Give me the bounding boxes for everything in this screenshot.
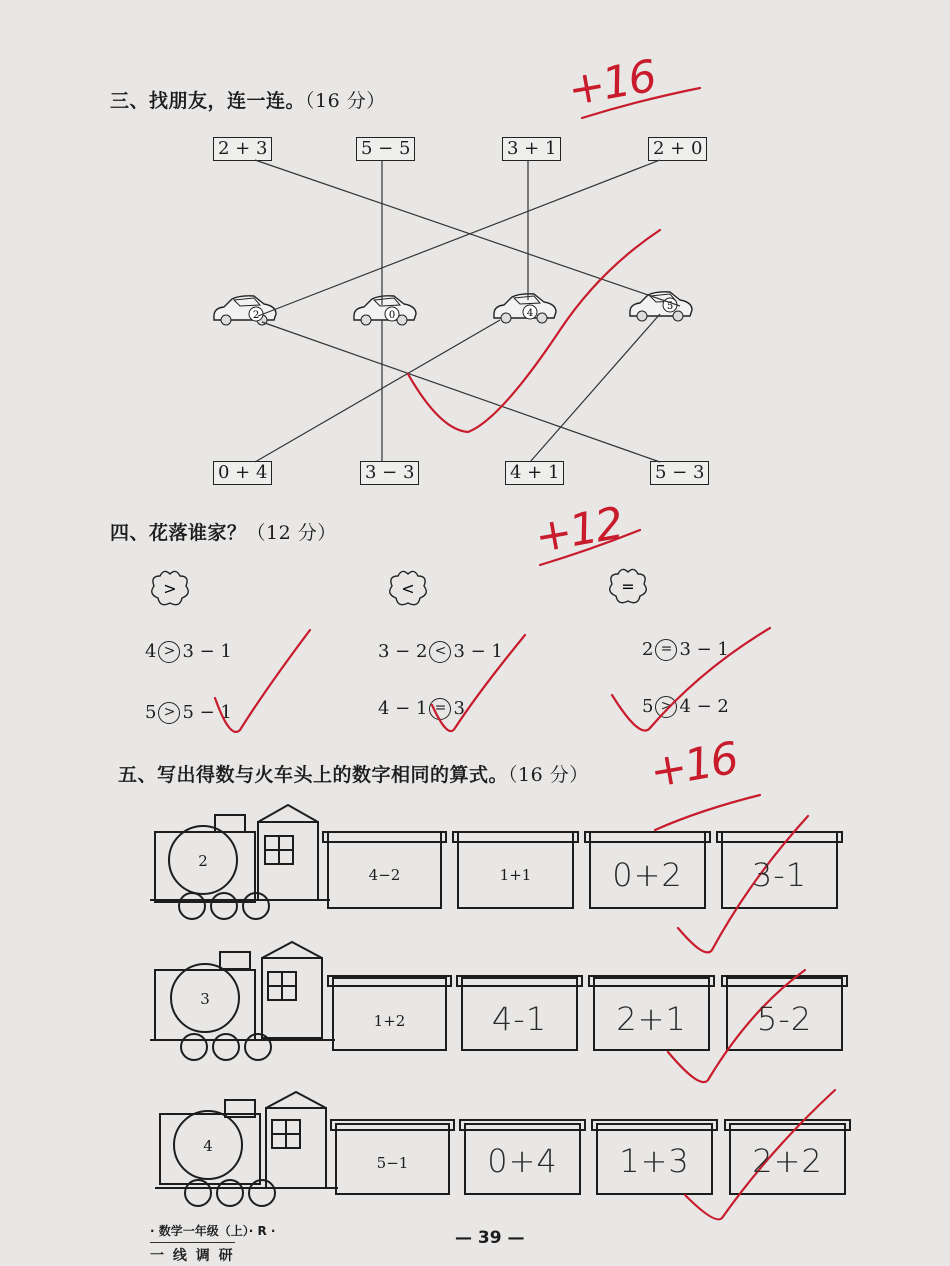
footer-publisher: 一 线 调 研 [150, 1242, 235, 1265]
train-2-car-4[interactable]: 5-2 [756, 1000, 813, 1038]
compare-circle-3[interactable]: = [655, 639, 677, 661]
bottom-box-3: 4 + 1 [505, 461, 564, 485]
train-2-car-3[interactable]: 2+1 [616, 1000, 687, 1038]
train-2-car-2[interactable]: 4-1 [491, 1000, 548, 1038]
comparison-5: 4 − 1 = 3 [378, 698, 465, 719]
train-2-engine-number: 3 [200, 990, 210, 1008]
train-3-car-4[interactable]: 2+2 [752, 1142, 823, 1180]
car-number-2: 0 [388, 310, 396, 321]
car-number-4: 5 [666, 301, 674, 312]
comparison-2: 3 − 2 < 3 − 1 [378, 641, 503, 662]
flower-symbol-3: = [621, 577, 635, 596]
train-1-car-1: 4−2 [368, 866, 401, 884]
section5-title: 五、写出得数与火车头上的数字相同的算式。 [118, 764, 509, 786]
score-mark-section5: +16 [646, 732, 741, 799]
section5-points: （16 分） [508, 764, 589, 786]
compare-circle-5[interactable]: = [429, 698, 451, 720]
compare-circle-6[interactable]: > [655, 696, 677, 718]
train-3-engine-number: 4 [203, 1137, 213, 1155]
score-mark-section3: +16 [564, 50, 659, 117]
train-3-car-1: 5−1 [376, 1154, 409, 1172]
comparison-3: 2 = 3 − 1 [642, 639, 729, 660]
score-mark-section4: +12 [531, 497, 626, 564]
section4-title: 四、花落谁家？ [110, 522, 247, 544]
bottom-box-2: 3 − 3 [360, 461, 419, 485]
footer-book-title: · 数学一年级（上）· R · [150, 1224, 276, 1238]
compare-circle-4[interactable]: > [158, 702, 180, 724]
train-1-engine-number: 2 [198, 852, 208, 870]
top-box-3: 3 + 1 [502, 137, 561, 161]
top-box-1: 2 + 3 [213, 137, 272, 161]
compare-circle-1[interactable]: > [158, 641, 180, 663]
train-1-car-4[interactable]: 3-1 [751, 856, 808, 894]
page-number: — 39 — [455, 1228, 525, 1248]
section4-points: （12 分） [246, 522, 337, 544]
top-box-4: 2 + 0 [648, 137, 707, 161]
train-1-car-3[interactable]: 0+2 [612, 856, 683, 894]
car-number-1: 2 [252, 310, 260, 321]
comparison-1: 4 > 3 − 1 [145, 641, 232, 662]
section3-points: （16 分） [305, 90, 386, 112]
train-3-car-2[interactable]: 0+4 [487, 1142, 558, 1180]
comparison-4: 5 > 5 − 1 [145, 702, 232, 723]
bottom-box-4: 5 − 3 [650, 461, 709, 485]
bottom-box-1: 0 + 4 [213, 461, 272, 485]
train-2-car-1: 1+2 [373, 1012, 406, 1030]
flower-symbol-1: > [163, 579, 177, 598]
compare-circle-2[interactable]: < [429, 641, 451, 663]
train-3-car-3[interactable]: 1+3 [619, 1142, 690, 1180]
train-1-car-2: 1+1 [499, 866, 532, 884]
section3-title: 三、找朋友，连一连。 [110, 90, 306, 112]
flower-symbol-2: < [401, 579, 415, 598]
comparison-6: 5 > 4 − 2 [642, 696, 729, 717]
top-box-2: 5 − 5 [356, 137, 415, 161]
car-number-3: 4 [526, 308, 534, 319]
connection-lines [252, 160, 680, 462]
